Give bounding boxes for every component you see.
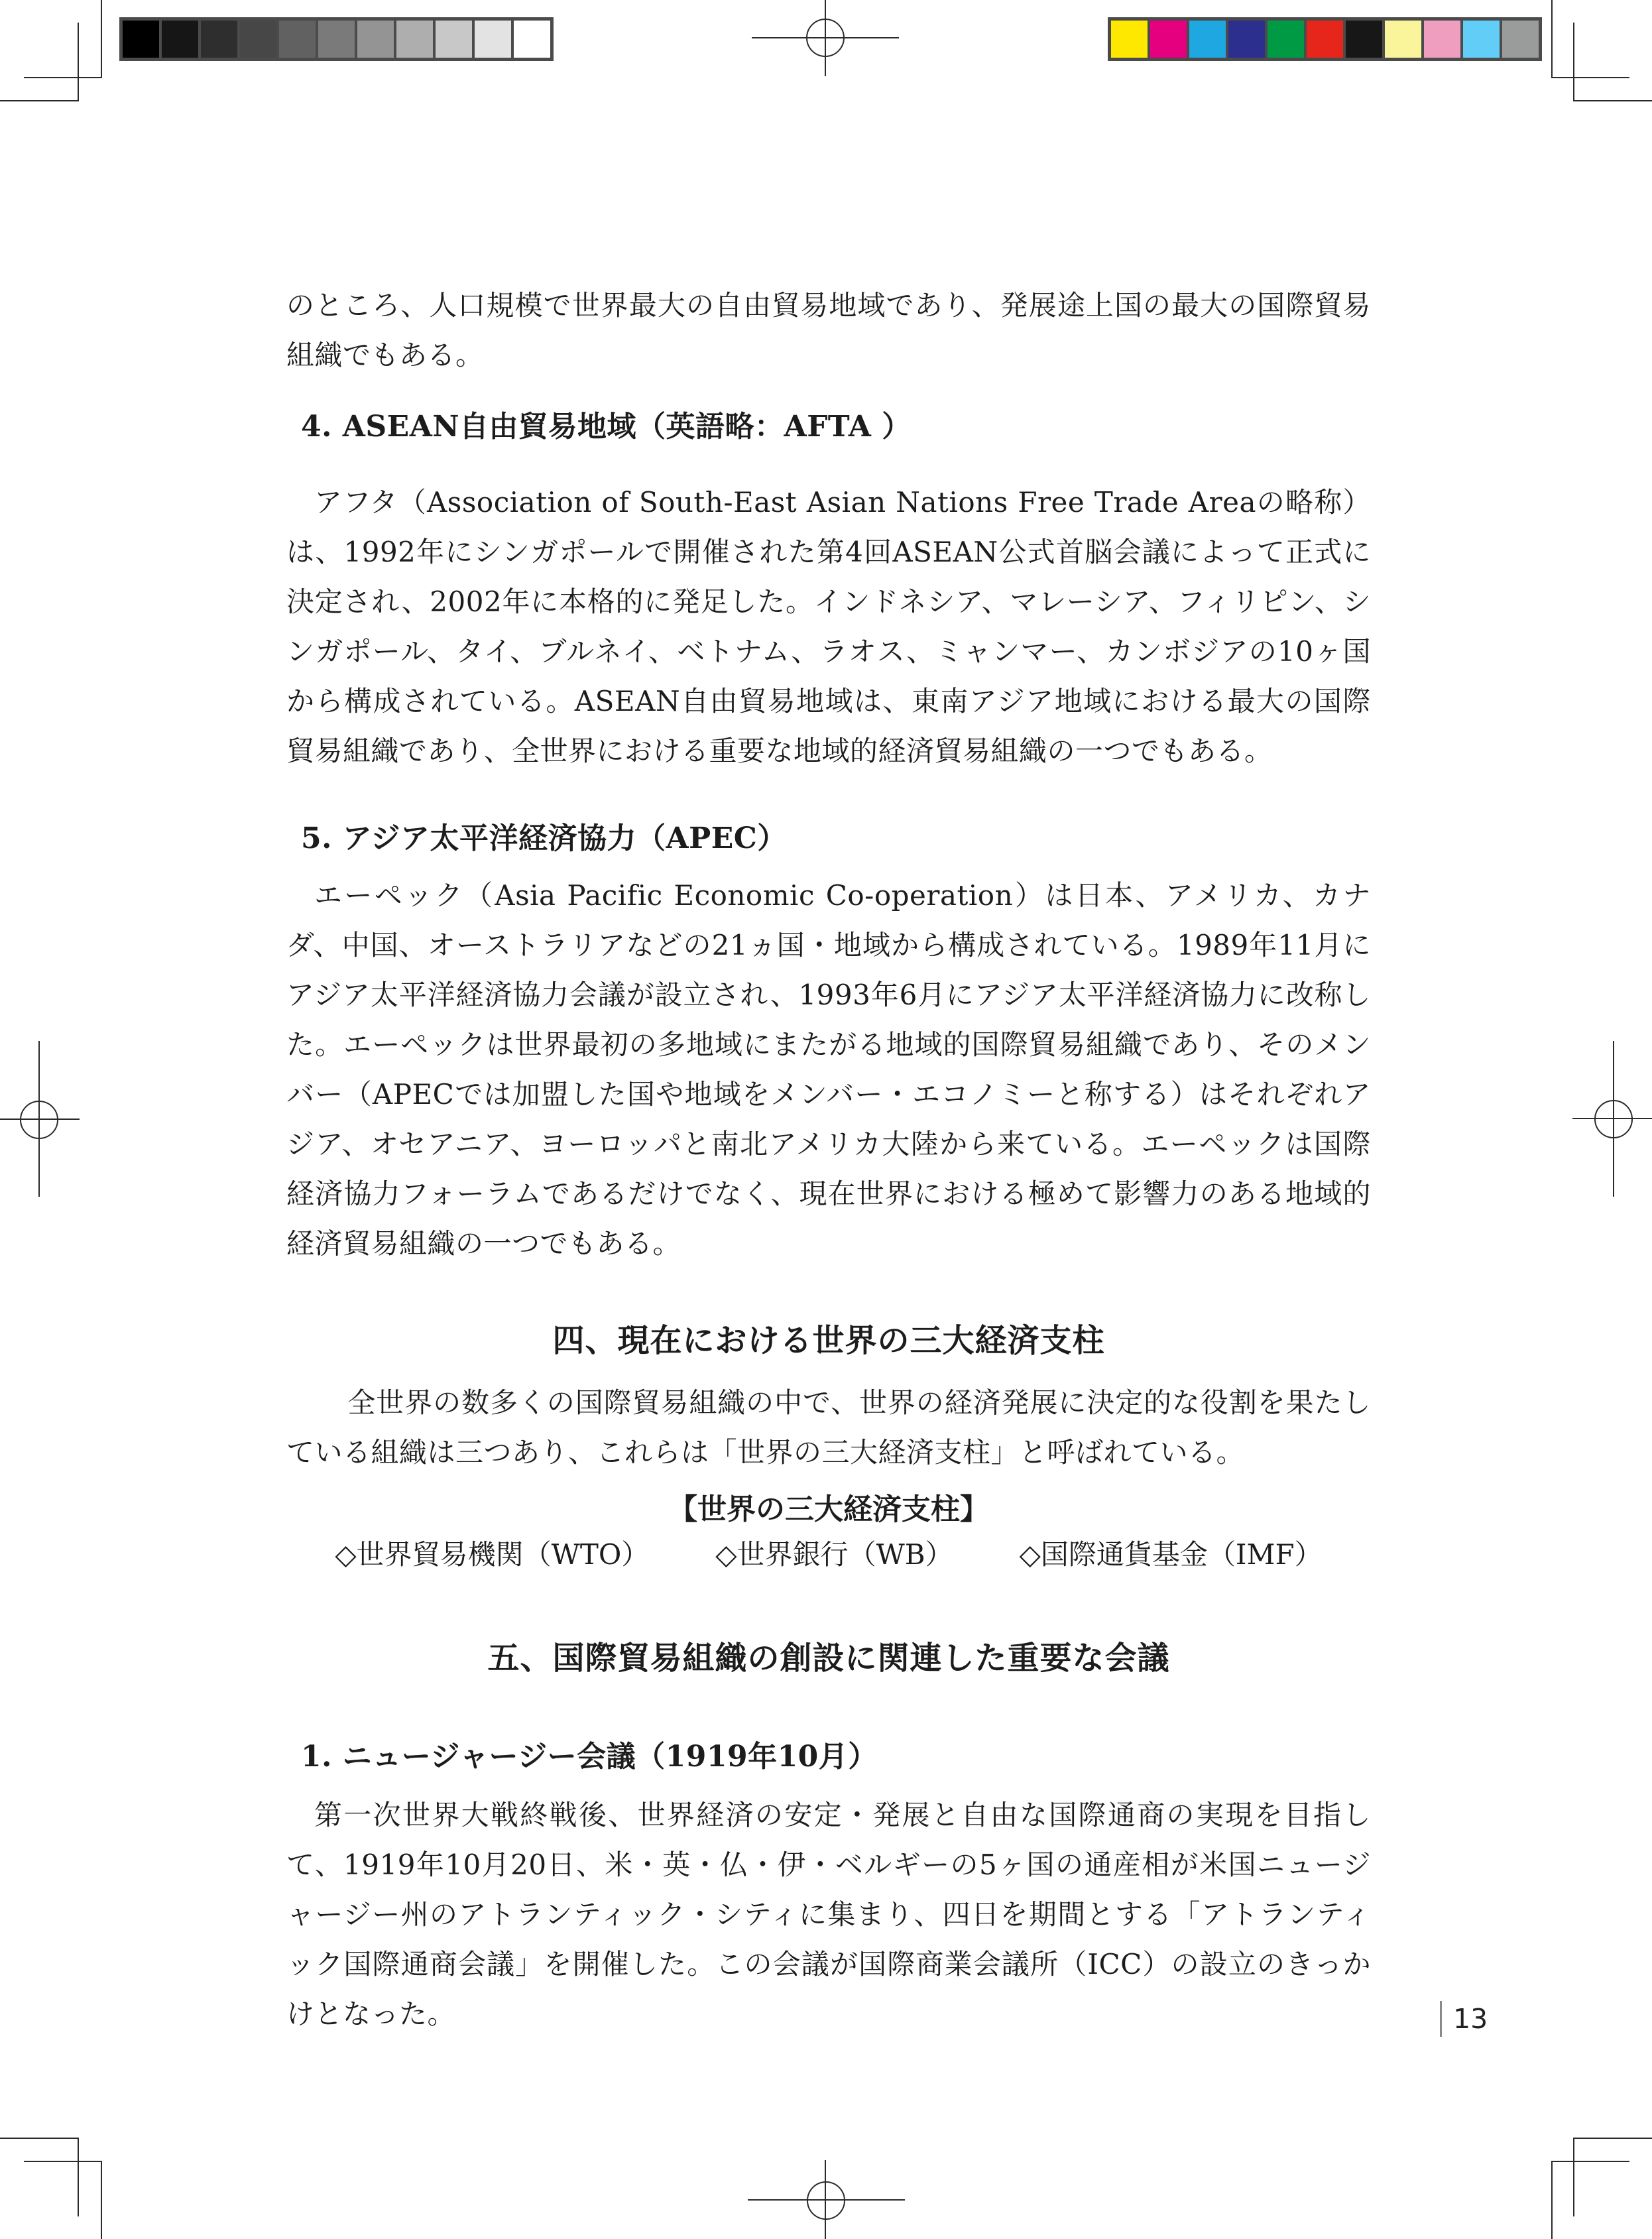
calibration-swatch — [396, 21, 433, 58]
chapter5-heading: 五、国際貿易組織の創設に関連した重要な会議 — [487, 1640, 1170, 1677]
three-pillars-title: 【世界の三大経済支柱】 — [668, 1492, 989, 1526]
pillar-item-wb: ◇世界銀行（WB） — [715, 1538, 953, 1571]
calibration-swatch — [475, 21, 511, 58]
calibration-swatch — [1307, 21, 1343, 58]
paragraph-text: 全世界の数多くの国際貿易組織の中で、世界の経済発展に決定的な役割を果たしている組織は三つあり、これらは「世界の三大経済支柱」と呼ばれている。 — [286, 1386, 1371, 1469]
calibration-swatch — [162, 21, 198, 58]
page-number-divider — [1440, 2001, 1442, 2037]
calibration-swatch — [1385, 21, 1421, 58]
calibration-swatch — [1189, 21, 1226, 58]
calibration-swatch — [1111, 21, 1148, 58]
paragraph-text: エーペック（Asia Pacific Economic Co-operation）は日本、アメリカ、カナダ、中国、オーストラリアなどの21ヵ国・地域から構成されている。1989年11月にアジア太平洋経済協力会議が設立され、1993年6月にアジア太平洋経済協力に改称した。エーペックは世界最初の多地域にまたがる地域的国際貿易組織であり、そのメンバー（APECでは加盟した国や地域をメンバー・エコノミーと称する）はそれぞれアジア、オセアニア、ヨーロッパと南北アメリカ大陸から来ている。エーペックは国際経済協力フォーラムであるだけでなく、現在世界における極めて影響力のある地域的経済貿易組織の一つでもある。 — [286, 879, 1371, 1260]
paragraph-text: アフタ（Association of South-East Asian Nations Free Trade Areaの略称）は、1992年にシンガポールで開催された第4回ASEAN公式首脳会議によって正式に決定され、2002年に本格的に発足した。インドネシア、マレーシア、フィリピン、シンガポール、タイ、ブルネイ、ベトナム、ラオス、ミャンマー、カンボジアの10ヶ国から構成されている。ASEAN自由貿易地域は、東南アジア地域における最大の国際貿易組織であり、全世界における重要な地域的経済貿易組織の一つでもある。 — [286, 486, 1371, 767]
section4-heading: 4. ASEAN自由貿易地域（英語略：AFTA ） — [301, 410, 912, 444]
calibration-swatch — [279, 21, 316, 58]
calibration-swatch — [436, 21, 472, 58]
section5-paragraph — [286, 871, 1371, 1268]
calibration-swatch — [514, 21, 550, 58]
intro-paragraph — [286, 280, 1371, 380]
color-calibration-bar — [1108, 17, 1542, 61]
paragraph-text: のところ、人口規模で世界最大の自由貿易地域であり、発展途上国の最大の国際貿易組織でもある。 — [286, 289, 1371, 371]
calibration-swatch — [318, 21, 355, 58]
calibration-swatch — [1346, 21, 1382, 58]
section5-heading: 5. アジア太平洋経済協力（APEC） — [301, 821, 787, 855]
pillar-item-wto: ◇世界貿易機関（WTO） — [335, 1538, 650, 1571]
calibration-swatch — [357, 21, 394, 58]
calibration-swatch — [1424, 21, 1460, 58]
calibration-swatch — [1502, 21, 1539, 58]
chapter4-heading: 四、現在における世界の三大経済支柱 — [552, 1322, 1105, 1359]
calibration-swatch — [1463, 21, 1500, 58]
section4-paragraph — [286, 477, 1371, 776]
calibration-swatch — [1228, 21, 1265, 58]
three-pillars-list — [286, 1535, 1371, 1575]
paragraph-text: 第一次世界大戦終戦後、世界経済の安定・発展と自由な国際通商の実現を目指して、1919年10月20日、米・英・仏・伊・ベルギーの5ヶ国の通産相が米国ニュージャージー州のアトランティック・シティに集まり、四日を期間とする「アトランティック国際通商会議」を開催した。この会議が国際商業会議所（ICC）の設立のきっかけとなった。 — [286, 1799, 1371, 2030]
calibration-swatch — [1268, 21, 1304, 58]
grayscale-calibration-bar — [119, 17, 554, 61]
page-number-value: 13 — [1453, 2003, 1488, 2035]
calibration-swatch — [1150, 21, 1187, 58]
calibration-swatch — [240, 21, 276, 58]
chapter5-sub1-paragraph — [286, 1790, 1371, 2039]
page-number — [1440, 2001, 1488, 2037]
calibration-swatch — [201, 21, 237, 58]
chapter5-sub1-heading: 1. ニュージャージー会議（1919年10月） — [301, 1740, 878, 1774]
calibration-swatch — [123, 21, 159, 58]
pillar-item-imf: ◇国際通貨基金（IMF） — [1019, 1538, 1323, 1571]
chapter4-paragraph — [286, 1378, 1371, 1477]
